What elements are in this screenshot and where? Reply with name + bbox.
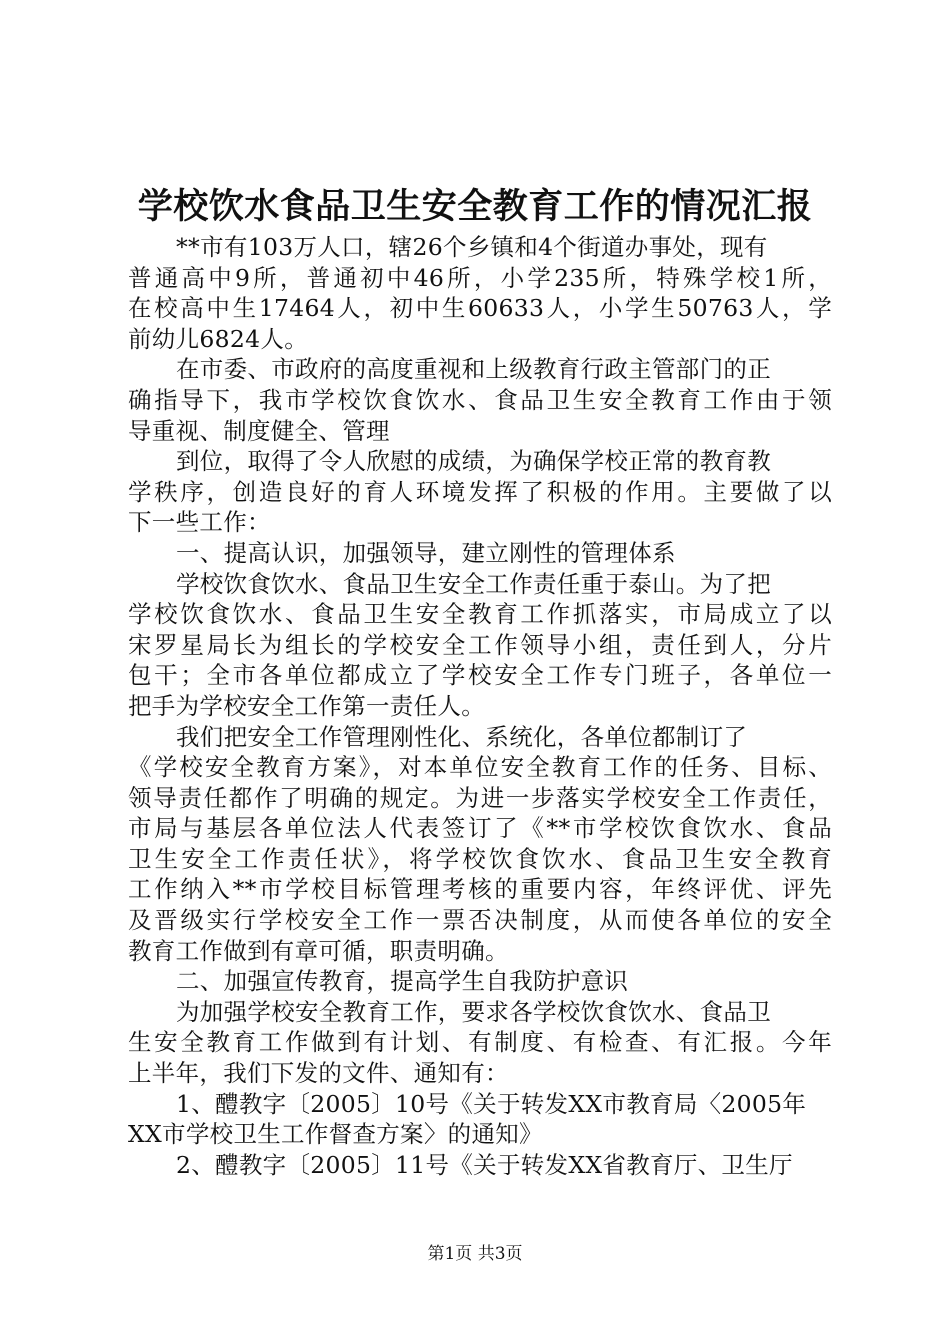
paragraph-line: **市有103万人口，辖26个乡镇和4个街道办事处，现有 (176, 233, 768, 261)
paragraph-line: 学秩序，创造良好的育人环境发挥了积极的作用。主要做了以 (128, 477, 832, 506)
paragraph-line: 《学校安全教育方案》，对本单位安全教育工作的任务、目标、 (128, 753, 832, 782)
page-number-footer: 第1页 共3页 (427, 1244, 523, 1264)
paragraph-line: 市局与基层各单位法人代表签订了《**市学校饮食饮水、食品 (128, 814, 832, 843)
paragraph-line: 普通高中9所，普通初中46所，小学235所，特殊学校1所， (128, 263, 832, 292)
paragraph-line: 卫生安全工作责任状》，将学校饮食饮水、食品卫生安全教育 (128, 844, 832, 873)
paragraph-line: 下一些工作： (128, 508, 271, 537)
paragraph-line: 宋罗星局长为组长的学校安全工作领导小组，责任到人，分片 (128, 630, 832, 659)
section-heading: 二、加强宣传教育，提高学生自我防护意识 (176, 967, 629, 996)
section-heading: 一、提高认识，加强领导，建立刚性的管理体系 (176, 538, 676, 567)
paragraph-line: 教育工作做到有章可循，职责明确。 (128, 936, 509, 965)
paragraph-line: 工作纳入**市学校目标管理考核的重要内容，年终评优、评先 (128, 875, 832, 904)
paragraph-line: 确指导下，我市学校饮食饮水、食品卫生安全教育工作由于领 (128, 385, 832, 414)
paragraph-line: 为加强学校安全教育工作，要求各学校饮食饮水、食品卫 (176, 997, 771, 1026)
paragraph-line: 包干；全市各单位都成立了学校安全工作专门班子，各单位一 (128, 661, 832, 690)
paragraph-line: 在市委、市政府的高度重视和上级教育行政主管部门的正 (176, 355, 771, 384)
list-item-continuation: XX市学校卫生工作督查方案〉的通知》 (128, 1120, 543, 1149)
paragraph-line: 导重视、制度健全、管理 (128, 416, 390, 445)
document-body (128, 232, 832, 1180)
list-item: 1、醴教字〔2005〕10号《关于转发XX市教育局〈2005年 (176, 1089, 807, 1118)
paragraph-line: 领导责任都作了明确的规定。为进一步落实学校安全工作责任， (128, 783, 832, 812)
paragraph-line: 上半年，我们下发的文件、通知有： (128, 1059, 509, 1088)
document-title: 学校饮水食品卫生安全教育工作的情况汇报 (137, 186, 813, 227)
paragraph-line: 及晋级实行学校安全工作一票否决制度，从而使各单位的安全 (128, 906, 832, 935)
paragraph-line: 我们把安全工作管理刚性化、系统化，各单位都制订了 (176, 722, 748, 751)
paragraph-line: 把手为学校安全工作第一责任人。 (128, 691, 485, 720)
paragraph-line: 生安全教育工作做到有计划、有制度、有检查、有汇报。今年 (128, 1028, 832, 1057)
paragraph-line: 学校饮食饮水、食品卫生安全教育工作抓落实，市局成立了以 (128, 600, 832, 629)
paragraph-line: 到位，取得了令人欣慰的成绩，为确保学校正常的教育教 (176, 447, 771, 476)
paragraph-line: 前幼儿6824人。 (128, 324, 309, 353)
paragraph-line: 学校饮食饮水、食品卫生安全工作责任重于泰山。为了把 (176, 569, 771, 598)
paragraph-line: 在校高中生17464人，初中生60633人，小学生50763人，学 (128, 294, 832, 323)
list-item: 2、醴教字〔2005〕11号《关于转发XX省教育厅、卫生厅 (176, 1150, 793, 1179)
